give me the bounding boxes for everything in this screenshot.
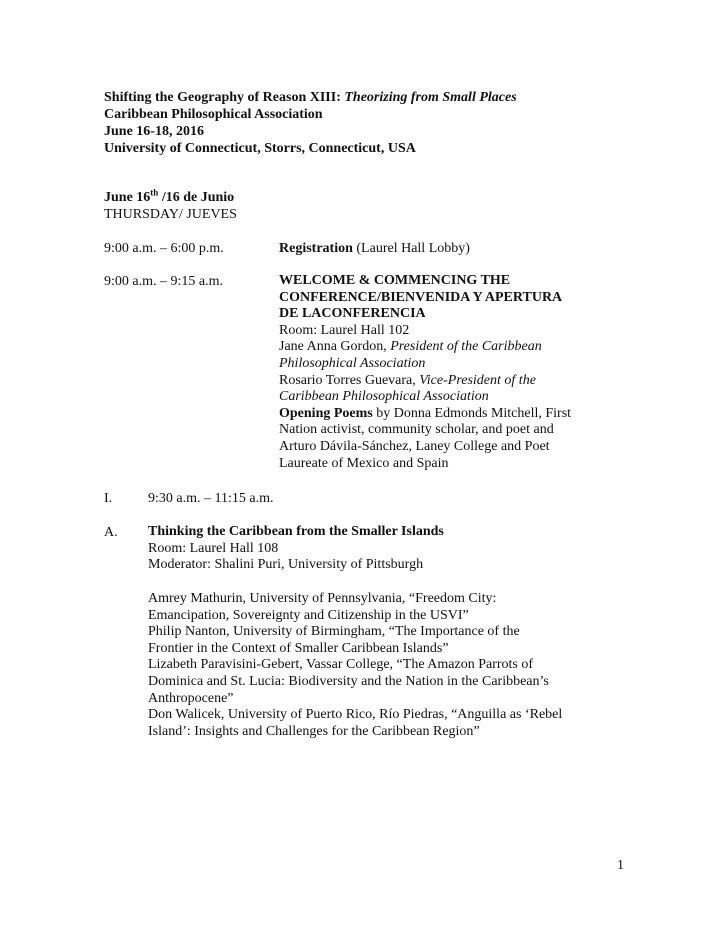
panel-room: Room: Laurel Hall 108 bbox=[148, 540, 279, 556]
welcome-title-line: WELCOME & COMMENCING THE bbox=[279, 273, 511, 288]
day-date-main: June 16 bbox=[104, 190, 151, 205]
panel-block bbox=[148, 524, 444, 574]
conference-title-italic: Theorizing from Small Places bbox=[344, 90, 517, 105]
welcome-title-line: CONFERENCE/BIENVENIDA Y APERTURA bbox=[279, 289, 563, 305]
opening-poems-line: Laureate of Mexico and Spain bbox=[279, 455, 449, 471]
paper-line: Anthropocene” bbox=[148, 690, 234, 706]
speaker1-role: President of the Caribbean bbox=[390, 339, 542, 355]
opening-poems-line: Arturo Dávila-Sánchez, Laney College and Poet bbox=[279, 438, 550, 454]
opening-poems-line: Nation activist, community scholar, and poet and bbox=[279, 422, 554, 438]
organization-name: Caribbean Philosophical Association bbox=[104, 107, 323, 122]
speaker2-role: Vice-President of the bbox=[419, 372, 536, 388]
paper-line: Frontier in the Context of Smaller Caribbean Islands” bbox=[148, 640, 449, 656]
paper-line: Island’: Insights and Challenges for the Caribbean Region” bbox=[148, 723, 480, 739]
speaker1-role-cont: Philosophical Association bbox=[279, 355, 426, 371]
session-time: 9:30 a.m. – 11:15 a.m. bbox=[148, 491, 274, 506]
registration-time: 9:00 a.m. – 6:00 p.m. bbox=[104, 241, 224, 256]
speaker2-name: Rosario Torres Guevara, bbox=[279, 372, 420, 388]
registration-entry bbox=[279, 240, 470, 257]
registration-location: (Laurel Hall Lobby) bbox=[352, 241, 470, 256]
welcome-time: 9:00 a.m. – 9:15 a.m. bbox=[104, 274, 223, 289]
day-date-sup: th bbox=[150, 187, 159, 198]
welcome-block bbox=[279, 273, 571, 472]
welcome-speaker2 bbox=[279, 373, 571, 390]
session-numeral: I. bbox=[104, 491, 113, 506]
panel-papers bbox=[148, 591, 562, 740]
welcome-room: Room: Laurel Hall 102 bbox=[279, 322, 410, 338]
paper-line: Amrey Mathurin, University of Pennsylvania, “Freedom City: bbox=[148, 591, 497, 606]
day-weekday: THURSDAY/ JUEVES bbox=[104, 207, 237, 222]
day-date-rest: /16 de Junio bbox=[158, 190, 235, 205]
conference-dates: June 16-18, 2016 bbox=[104, 124, 204, 139]
paper-line: Philip Nanton, University of Birmingham, “The Importance of the bbox=[148, 624, 520, 640]
conference-title bbox=[104, 89, 517, 106]
paper-line: Dominica and St. Lucia: Biodiversity and the Nation in the Caribbean’s bbox=[148, 673, 549, 689]
paper-line: Don Walicek, University of Puerto Rico, Río Piedras, “Anguilla as ‘Rebel bbox=[148, 707, 563, 723]
welcome-speaker1 bbox=[279, 339, 571, 356]
opening-poems-text: by Donna Edmonds Mitchell, First bbox=[372, 405, 572, 421]
conference-title-plain: Shifting the Geography of Reason XIII: bbox=[104, 90, 345, 105]
opening-poems bbox=[279, 406, 571, 423]
opening-poems-label: Opening Poems bbox=[279, 405, 373, 421]
day-date bbox=[104, 189, 234, 206]
paper-line: Lizabeth Paravisini-Gebert, Vassar College, “The Amazon Parrots of bbox=[148, 657, 534, 673]
conference-venue: University of Connecticut, Storrs, Connecticut, USA bbox=[104, 141, 416, 156]
page-number: 1 bbox=[617, 858, 624, 873]
registration-label: Registration bbox=[279, 241, 353, 256]
speaker1-name: Jane Anna Gordon, bbox=[279, 339, 391, 355]
panel-letter: A. bbox=[104, 525, 118, 540]
speaker2-role-cont: Caribbean Philosophical Association bbox=[279, 389, 489, 405]
paper-line: Emancipation, Sovereignty and Citizenship in the USVI” bbox=[148, 607, 469, 623]
panel-moderator: Moderator: Shalini Puri, University of Pittsburgh bbox=[148, 557, 424, 573]
welcome-title-line: DE LACONFERENCIA bbox=[279, 306, 426, 322]
panel-title: Thinking the Caribbean from the Smaller Islands bbox=[148, 524, 444, 539]
